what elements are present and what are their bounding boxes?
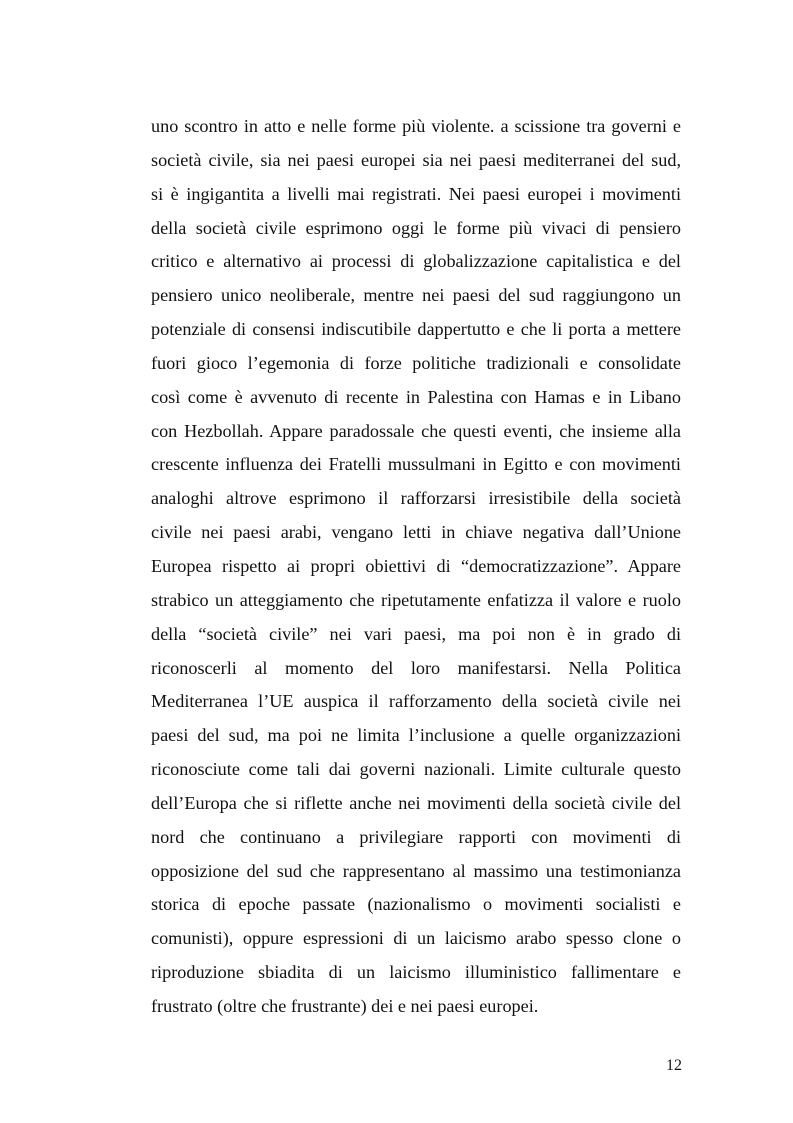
paragraph-line: potenziale di consensi indiscutibile dappertutto e che li porta a mettere xyxy=(151,319,681,340)
paragraph-line: opposizione del sud che rappresentano al massimo una testimonianza xyxy=(151,860,681,881)
paragraph-line: paesi del sud, ma poi ne limita l’inclusione a quelle organizzazioni xyxy=(151,725,681,746)
paragraph-line: della società civile esprimono oggi le forme più vivaci di pensiero xyxy=(151,217,681,238)
paragraph-line: Europea rispetto ai propri obiettivi di “democratizzazione”. Appare xyxy=(151,555,681,576)
paragraph-line: analoghi altrove esprimono il rafforzarsi irresistibile della società xyxy=(151,488,681,509)
body-paragraph xyxy=(151,110,681,1024)
paragraph-line: con Hezbollah. Appare paradossale che questi eventi, che insieme alla xyxy=(151,420,681,441)
paragraph-line: pensiero unico neoliberale, mentre nei paesi del sud raggiungono un xyxy=(151,285,681,306)
paragraph-line: si è ingigantita a livelli mai registrati. Nei paesi europei i movimenti xyxy=(151,183,681,204)
paragraph-line: comunisti), oppure espressioni di un laicismo arabo spesso clone o xyxy=(151,928,681,949)
paragraph-line: fuori gioco l’egemonia di forze politiche tradizionali e consolidate xyxy=(151,352,681,373)
paragraph-line: riconoscerli al momento del loro manifestarsi. Nella Politica xyxy=(151,657,681,678)
paragraph-line: della “società civile” nei vari paesi, ma poi non è in grado di xyxy=(151,623,681,644)
paragraph-line: così come è avvenuto di recente in Palestina con Hamas e in Libano xyxy=(151,386,681,407)
paragraph-line: critico e alternativo ai processi di globalizzazione capitalistica e del xyxy=(151,251,681,272)
paragraph-line: storica di epoche passate (nazionalismo o movimenti socialisti e xyxy=(151,894,681,915)
paragraph-line: crescente influenza dei Fratelli mussulmani in Egitto e con movimenti xyxy=(151,454,681,475)
paragraph-line: società civile, sia nei paesi europei sia nei paesi mediterranei del sud, xyxy=(151,149,681,170)
paragraph-line: nord che continuano a privilegiare rapporti con movimenti di xyxy=(151,826,681,847)
paragraph-line: uno scontro in atto e nelle forme più violente. a scissione tra governi e xyxy=(151,116,681,136)
paragraph-line: riproduzione sbiadita di un laicismo illuministico fallimentare e xyxy=(151,962,681,983)
paragraph-line: civile nei paesi arabi, vengano letti in chiave negativa dall’Unione xyxy=(151,522,681,543)
paragraph-line: riconosciute come tali dai governi nazionali. Limite culturale questo xyxy=(151,759,681,780)
paragraph-line: Mediterranea l’UE auspica il rafforzamento della società civile nei xyxy=(151,691,681,712)
paragraph-line: strabico un atteggiamento che ripetutamente enfatizza il valore e ruolo xyxy=(151,589,681,610)
page-number: 12 xyxy=(666,1057,682,1074)
paragraph-last-line: frustrato (oltre che frustrante) dei e nei paesi europei. xyxy=(151,995,539,1016)
paragraph-line: dell’Europa che si riflette anche nei movimenti della società civile del xyxy=(151,792,681,813)
